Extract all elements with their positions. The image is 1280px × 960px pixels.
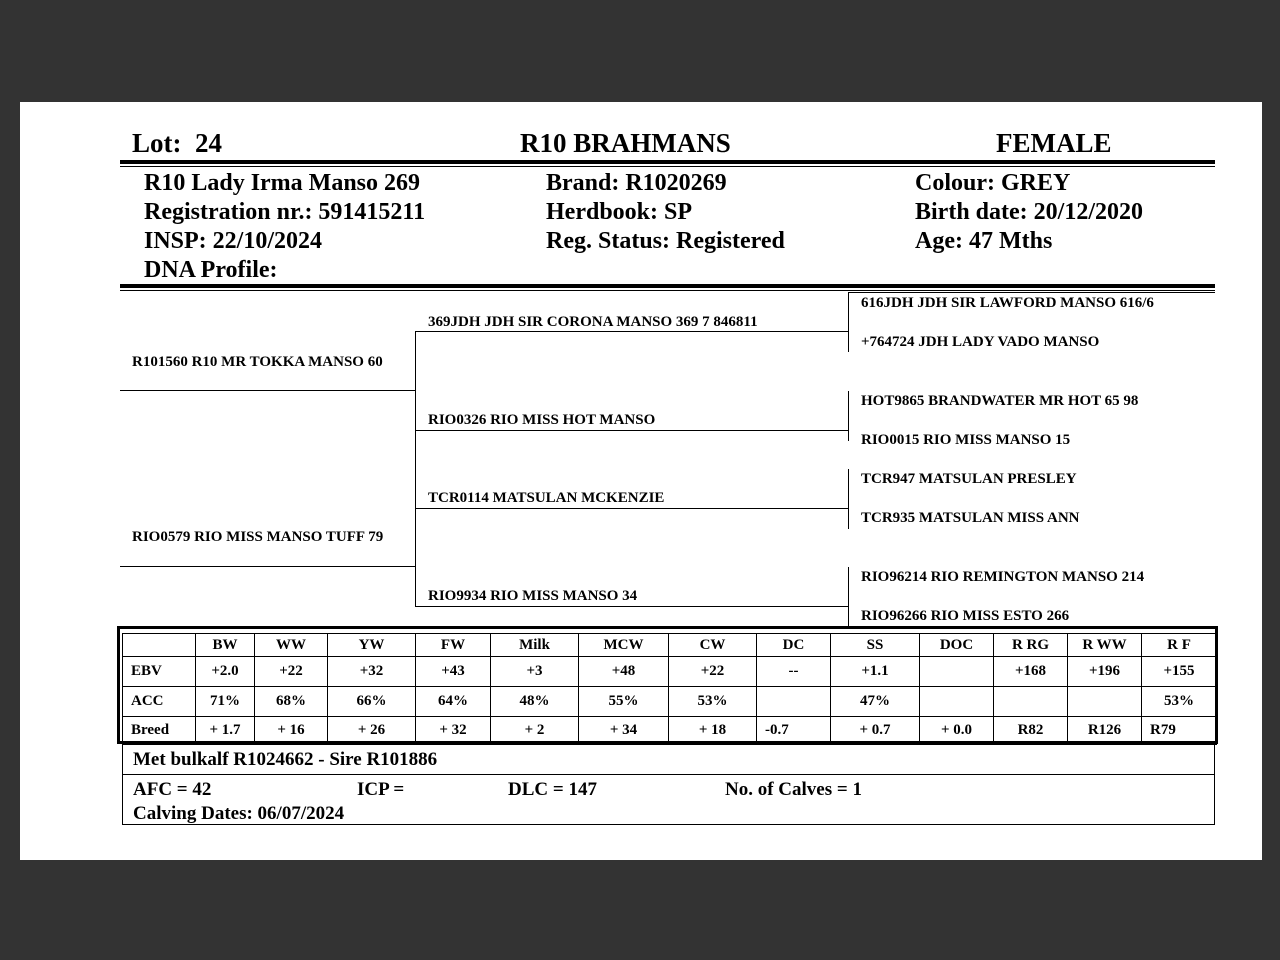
pedigree-dam-dam: RIO9934 RIO MISS MANSO 34 (428, 588, 638, 604)
table-cell (920, 687, 994, 717)
table-cell: 68% (255, 687, 328, 717)
breed-row (123, 717, 1217, 745)
calving-box (122, 774, 1215, 825)
inspection-date: INSP: 22/10/2024 (144, 228, 323, 254)
table-cell: +168 (994, 657, 1068, 687)
table-cell: +1.1 (831, 657, 920, 687)
birth-date: Birth date: 20/12/2020 (915, 199, 1143, 225)
pedigree-dam: RIO0579 RIO MISS MANSO TUFF 79 (132, 529, 384, 545)
row-label: Breed (123, 717, 196, 745)
ebv-row (123, 657, 1217, 687)
table-cell (1068, 687, 1142, 717)
header-cell: SS (831, 634, 920, 657)
ggp-top-line (848, 292, 1215, 293)
registration-status: Reg. Status: Registered (546, 228, 785, 254)
table-cell: + 0.7 (831, 717, 920, 745)
table-cell: -0.7 (757, 717, 831, 745)
table-cell: + 26 (328, 717, 416, 745)
table-cell: + 2 (491, 717, 579, 745)
pedigree-ggp: RIO0015 RIO MISS MANSO 15 (861, 432, 1071, 448)
pedigree-sire: R101560 R10 MR TOKKA MANSO 60 (132, 354, 383, 370)
animal-name: R10 Lady Irma Manso 269 (144, 170, 421, 196)
pedigree-dam-sire: TCR0114 MATSULAN MCKENZIE (428, 490, 665, 506)
calving-dates: Calving Dates: 06/07/2024 (133, 803, 345, 824)
sex-label: FEMALE (996, 128, 1112, 158)
info-rule (120, 284, 1215, 288)
sire-line (120, 390, 415, 391)
header-cell: DOC (920, 634, 994, 657)
header-cell: R RG (994, 634, 1068, 657)
table-cell: 64% (416, 687, 491, 717)
table-cell: 55% (579, 687, 669, 717)
sire-dam-line (415, 430, 848, 431)
header-cell: MCW (579, 634, 669, 657)
header-cell: CW (669, 634, 757, 657)
herd-name: R10 BRAHMANS (520, 128, 731, 158)
pedigree-ggp: 616JDH JDH SIR LAWFORD MANSO 616/6 (861, 295, 1154, 311)
lot-label (132, 128, 222, 159)
table-cell: + 1.7 (196, 717, 255, 745)
pedigree-ggp: RIO96214 RIO REMINGTON MANSO 214 (861, 569, 1145, 585)
table-cell: +22 (255, 657, 328, 687)
icp: ICP = (357, 779, 405, 800)
table-cell: + 16 (255, 717, 328, 745)
pedigree-connector (415, 331, 416, 606)
header-rule-thin (120, 166, 1215, 167)
pedigree-connector (848, 292, 849, 352)
herdbook: Herdbook: SP (546, 199, 693, 225)
table-cell: 66% (328, 687, 416, 717)
table-cell: + 34 (579, 717, 669, 745)
pedigree-ggp: +764724 JDH LADY VADO MANSO (861, 334, 1100, 350)
table-cell: 53% (669, 687, 757, 717)
dam-line (120, 566, 415, 567)
acc-row (123, 687, 1217, 717)
header-cell: Milk (491, 634, 579, 657)
bulkalf-box (122, 744, 1215, 775)
pedigree-connector (848, 469, 849, 529)
table-cell: R126 (1068, 717, 1142, 745)
table-cell (920, 657, 994, 687)
row-label: EBV (123, 657, 196, 687)
afc: AFC = 42 (133, 779, 212, 800)
pedigree-ggp: TCR935 MATSULAN MISS ANN (861, 510, 1080, 526)
pedigree-connector (848, 567, 849, 627)
registration-number: Registration nr.: 591415211 (144, 199, 426, 225)
header-cell: FW (416, 634, 491, 657)
header-cell (123, 634, 196, 657)
dam-sire-line (415, 508, 848, 509)
table-cell: +196 (1068, 657, 1142, 687)
header-cell: BW (196, 634, 255, 657)
table-cell: -- (757, 657, 831, 687)
ebv-table (122, 633, 1217, 745)
table-cell: R79 (1142, 717, 1217, 745)
pedigree-connector (848, 391, 849, 441)
header-cell: DC (757, 634, 831, 657)
dna-profile: DNA Profile: (144, 257, 278, 283)
header-cell: R F (1142, 634, 1217, 657)
brand: Brand: R1020269 (546, 170, 727, 196)
info-rule-thin (120, 290, 1215, 291)
table-cell: +48 (579, 657, 669, 687)
pedigree-ggp: RIO96266 RIO MISS ESTO 266 (861, 608, 1070, 624)
table-cell (994, 687, 1068, 717)
table-cell: + 0.0 (920, 717, 994, 745)
table-cell: + 32 (416, 717, 491, 745)
table-cell: 47% (831, 687, 920, 717)
catalogue-sheet (20, 102, 1262, 860)
table-cell: +155 (1142, 657, 1217, 687)
header-cell: YW (328, 634, 416, 657)
met-bulkalf: Met bulkalf R1024662 - Sire R101886 (133, 749, 438, 770)
colour: Colour: GREY (915, 170, 1071, 196)
table-cell: R82 (994, 717, 1068, 745)
lot-number: 24 (195, 128, 222, 158)
table-cell: 48% (491, 687, 579, 717)
table-cell: +22 (669, 657, 757, 687)
dam-dam-line (415, 606, 848, 607)
table-cell: 71% (196, 687, 255, 717)
header-rule (120, 160, 1215, 164)
table-cell: + 18 (669, 717, 757, 745)
number-of-calves: No. of Calves = 1 (725, 779, 862, 800)
header-cell: WW (255, 634, 328, 657)
pedigree-ggp: HOT9865 BRANDWATER MR HOT 65 98 (861, 393, 1139, 409)
ebv-header-row (123, 634, 1217, 657)
table-cell: +32 (328, 657, 416, 687)
age: Age: 47 Mths (915, 228, 1053, 254)
header-cell: R WW (1068, 634, 1142, 657)
row-label: ACC (123, 687, 196, 717)
lot-label-text: Lot: (132, 128, 182, 158)
pedigree-sire-sire: 369JDH JDH SIR CORONA MANSO 369 7 846811 (428, 314, 758, 330)
table-cell (757, 687, 831, 717)
table-cell: +3 (491, 657, 579, 687)
table-cell: +43 (416, 657, 491, 687)
pedigree-ggp: TCR947 MATSULAN PRESLEY (861, 471, 1077, 487)
table-cell: +2.0 (196, 657, 255, 687)
table-cell: 53% (1142, 687, 1217, 717)
dlc: DLC = 147 (508, 779, 597, 800)
pedigree-sire-dam: RIO0326 RIO MISS HOT MANSO (428, 412, 656, 428)
